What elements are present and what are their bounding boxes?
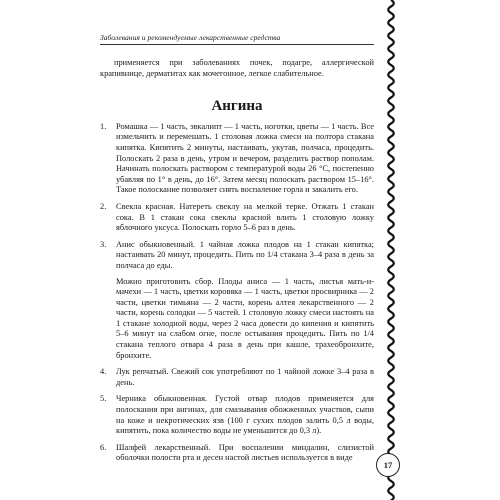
decorative-border (380, 0, 402, 500)
list-item (100, 443, 374, 464)
item-number: 2. (100, 201, 107, 211)
item-number: 5. (100, 394, 107, 404)
page-content (100, 58, 374, 470)
item-body (116, 443, 374, 464)
item-body (116, 240, 374, 362)
page-number: 17 (376, 453, 400, 477)
item-number: 6. (100, 442, 107, 452)
item-paragraph: Анис обыкновенный. 1 чайная ложка плодов на 1 стакан кипятка; настаивать 20 минут, процедить. Пить по 1/4 стакана 3–4 раза в день за полчаса до еды. (116, 239, 374, 270)
item-body (116, 394, 374, 436)
item-number: 3. (100, 239, 107, 249)
list-item (100, 394, 374, 436)
running-head: Заболевания и рекомендуемые лекарственные средства (100, 33, 281, 42)
item-paragraph: Ромашка — 1 часть, эвкалипт — 1 часть, ноготки, цветы — 1 часть. Все измельчить и перемешать. 1 столовая ложка смеси на полтора стакана кипятка. Кипятить 2 минуты, настаивать, укутав, полчаса, процедить. Полоскать 2 раза в день, утром и вечером, разделить раствор пополам. Начинать полоскать раствором с температурой воды 26 °С, постепенно убавляя по 1° в день, до 16°. Затем месяц полоскать раствором 15–16°. Такое полоскание позволяет снять воспаление горла и закалить его. (116, 121, 374, 195)
intro-paragraph: применяется при заболеваниях почек, подагре, аллергической крапивнице, дерматитах как мочегонное, легкое слабительное. (100, 58, 374, 78)
list-item (100, 367, 374, 388)
item-body (116, 122, 374, 196)
item-paragraph: Шалфей лекарственный. При воспалении миндалин, слизистой оболочки полости рта и десен настой листьев используется в виде (116, 442, 374, 463)
list-item (100, 122, 374, 196)
item-number: 4. (100, 367, 107, 377)
header-rule (100, 44, 374, 45)
list-item (100, 202, 374, 234)
item-paragraph: Можно приготовить сбор. Плоды аниса — 1 часть, листья мать-и-мачехи — 1 часть, цветки коровяка — 1 часть, цветки просвирника — 2 части, цветки тимьяна — 2 части, корень алтея лекарственного — 2 части, корень солодки — 5 частей. 1 столовую ложку смеси настоять на 1 стакане холодной воды, через 2 часа довести до кипения и кипятить 5–6 минут на слабом огне, после остывания процедить. Пить по 1/4 стакана теплого отвара 4 раза в день при кашле, трахеобронхите, бронхите. (116, 276, 374, 360)
list-item (100, 240, 374, 362)
item-body (116, 367, 374, 388)
item-paragraph: Черника обыкновенная. Густой отвар плодов применяется для полоскания при ангинах, для смазывания обожженных участков, сыпи на коже и некротических язв (100 г сухих плодов залить 0,5 л воды, кипятить, пока количество воды не уменьшится до 0,3 л). (116, 394, 374, 436)
item-body (116, 202, 374, 234)
item-number: 1. (100, 121, 107, 131)
item-paragraph: Лук репчатый. Свежий сок употребляют по 1 чайной ложке 3–4 раза в день. (116, 367, 374, 387)
item-paragraph: Свекла красная. Натереть свеклу на мелкой терке. Отжать 1 стакан сока. В 1 стакан сока свеклы красной влить 1 столовую ложку яблочного уксуса. Полоскать горло 5–6 раз в день. (116, 201, 374, 233)
section-title: Ангина (211, 98, 263, 115)
